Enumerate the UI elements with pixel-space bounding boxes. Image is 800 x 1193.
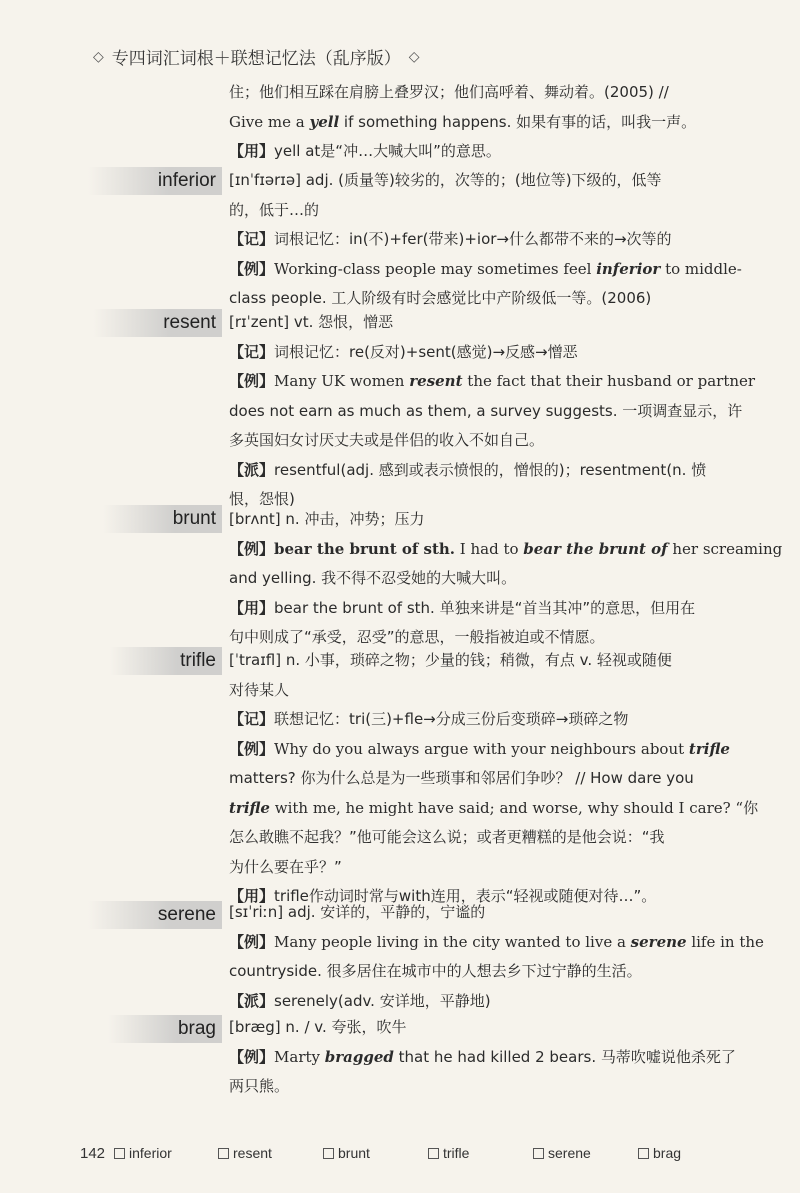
memory-line: 【记】词根记忆：in(不)+fer(带来)+ior→什么都带不来的→次等的	[229, 230, 672, 248]
text-line: 【用】yell at是“冲…大喊大叫”的意思。	[229, 142, 501, 160]
definition: [bræg] n. / v. 夸张，吹牛	[229, 1018, 407, 1036]
example-line: 怎么敢瞧不起我？”他可能会这么说；或者更糟糕的是他会说：“我	[229, 828, 665, 846]
headword-trifle: trifle	[110, 647, 222, 675]
example-line: 【例】Working-class people may sometimes feel inferior to middle-	[229, 259, 742, 278]
diamond-icon: ◇	[93, 48, 104, 65]
footer-checkbox-item[interactable]: serene	[533, 1145, 591, 1161]
definition: 对待某人	[229, 680, 290, 699]
derivative-line: 【派】resentful(adj. 感到或表示愤恨的，憎恨的)；resentment(n. 愤	[229, 460, 707, 479]
headword-serene: serene	[88, 901, 222, 929]
footer-checkbox-item[interactable]: inferior	[114, 1145, 172, 1161]
footer-checkbox-item[interactable]: resent	[218, 1145, 272, 1161]
intro-block	[229, 78, 739, 167]
entry-brunt	[229, 505, 783, 653]
memory-line: 【记】联想记忆：tri(三)+fle→分成三份后变琐碎→琐碎之物	[229, 710, 629, 728]
use-line: 【用】trifle作动词时常与with连用，表示“轻视或随便对待…”。	[229, 887, 657, 905]
example-line: class people. 工人阶级有时会感觉比中产阶级低一等。(2006)	[229, 289, 652, 307]
entry-serene	[229, 898, 764, 1016]
running-header	[93, 44, 420, 69]
text-line: Give me a yell if something happens. 如果有事的话，叫我一声。	[229, 112, 697, 131]
use-line: 【用】bear the brunt of sth. 单独来讲是“首当其冲”的意思，但用在	[229, 598, 696, 617]
example-line: countryside. 很多居住在城市中的人想去乡下过宁静的生活。	[229, 962, 642, 980]
page-footer	[0, 1141, 800, 1165]
definition: 的，低于…的	[229, 200, 320, 219]
example-line: 【例】Many UK women resent the fact that their husband or partner	[229, 372, 756, 390]
example-line: 两只熊。	[229, 1077, 290, 1095]
checkbox-icon[interactable]	[428, 1148, 439, 1159]
headword-resent: resent	[93, 309, 222, 337]
entry-resent	[229, 308, 756, 515]
headword-brunt: brunt	[103, 505, 222, 533]
checkbox-icon[interactable]	[638, 1148, 649, 1159]
definition: [ˈtraɪfl] n. 小事，琐碎之物；少量的钱；稍微，有点 v. 轻视或随便	[229, 651, 672, 669]
derivative-line: 【派】serenely(adv. 安详地，平静地)	[229, 991, 491, 1010]
use-tag: 【用】	[229, 142, 275, 160]
entry-trifle	[229, 646, 759, 912]
header-title: 专四词汇词根＋联想记忆法（乱序版）	[111, 49, 401, 69]
checkbox-icon[interactable]	[533, 1148, 544, 1159]
entry-inferior	[229, 166, 742, 314]
entry-brag	[229, 1013, 739, 1102]
text-line: 住；他们相互踩在肩膀上叠罗汉；他们高呼着、舞动着。(2005) //	[229, 83, 669, 101]
checkbox-icon[interactable]	[114, 1148, 125, 1159]
definition: [brʌnt] n. 冲击，冲势；压力	[229, 510, 425, 528]
example-line: matters? 你为什么总是为一些琐事和邻居们争吵？ // How dare you	[229, 769, 694, 787]
definition: [sɪˈriːn] adj. 安详的，平静的，宁谧的	[229, 903, 486, 921]
derivative-line: 恨，怨恨)	[229, 490, 295, 508]
footer-checkbox-item[interactable]: brag	[638, 1145, 681, 1161]
example-line: and yelling. 我不得不忍受她的大喊大叫。	[229, 569, 517, 587]
definition: [ɪnˈfɪərɪə] adj. (质量等)较劣的，次等的；(地位等)下级的，低等	[229, 171, 662, 189]
headword-brag: brag	[108, 1015, 222, 1043]
memory-line: 【记】词根记忆：re(反对)+sent(感觉)→反感→憎恶	[229, 342, 578, 361]
headword-inferior: inferior	[88, 167, 222, 195]
example-line: 【例】bear the brunt of sth. I had to bear the brunt of her screaming	[229, 539, 783, 558]
use-line: 句中则成了“承受，忍受”的意思，一般指被迫或不情愿。	[229, 628, 605, 646]
example-line: 【例】Why do you always argue with your neighbours about trifle	[229, 739, 730, 758]
example-line: 【例】Marty bragged that he had killed 2 bears. 马蒂吹嘘说他杀死了	[229, 1047, 736, 1066]
checkbox-icon[interactable]	[218, 1148, 229, 1159]
example-line: 【例】Many people living in the city wanted to live a serene life in the	[229, 932, 764, 951]
example-line: does not earn as much as them, a survey suggests. 一项调查显示，许	[229, 401, 743, 420]
page-number: 142	[80, 1145, 106, 1162]
footer-checkbox-item[interactable]: brunt	[323, 1145, 370, 1161]
diamond-icon: ◇	[408, 48, 420, 65]
example-line: trifle with me, he might have said; and worse, why should I care? “你	[229, 798, 759, 817]
example-line: 多英国妇女讨厌丈夫或是伴侣的收入不如自己。	[229, 431, 545, 449]
example-line: 为什么要在乎？”	[229, 857, 342, 876]
checkbox-icon[interactable]	[323, 1148, 334, 1159]
footer-checkbox-item[interactable]: trifle	[428, 1145, 469, 1161]
definition: [rɪˈzent] vt. 怨恨，憎恶	[229, 313, 394, 331]
